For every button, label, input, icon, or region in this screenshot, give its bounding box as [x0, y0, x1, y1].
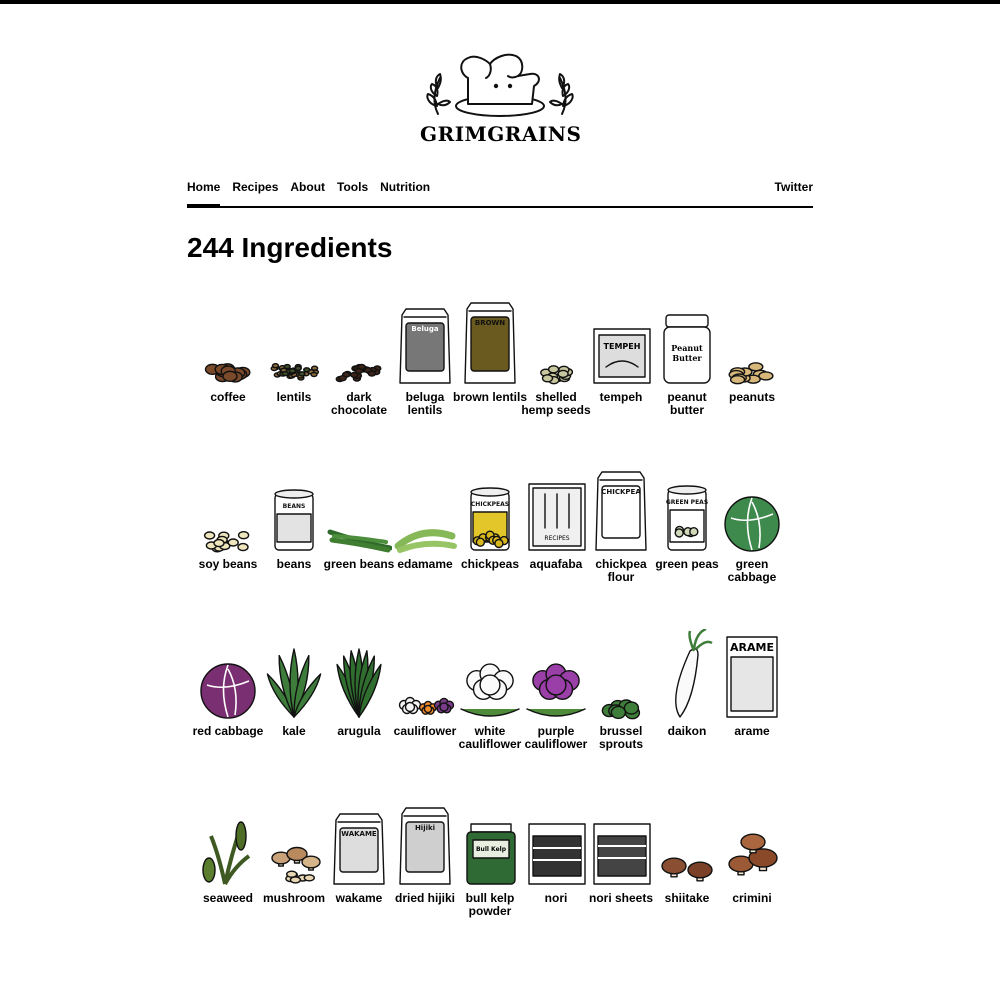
svg-text:BROWN: BROWN: [474, 319, 506, 327]
ingredient-label: green cabbage: [727, 557, 777, 584]
peanut-butter-jar-icon: [654, 295, 720, 387]
ingredient-item[interactable]: [261, 295, 327, 455]
ingredient-item[interactable]: [588, 629, 654, 789]
svg-text:CHICKPEAS: CHICKPEAS: [470, 501, 510, 508]
arugula-leaves-icon: [326, 629, 392, 721]
ingredient-label: white cauliflower: [458, 724, 522, 751]
svg-text:TEMPEH: TEMPEH: [603, 342, 641, 351]
ingredient-item[interactable]: [523, 629, 589, 789]
ingredient-item[interactable]: [261, 796, 327, 956]
brussel-sprouts-icon: [588, 629, 654, 721]
beluga-lentils-bag-icon: [392, 295, 458, 387]
svg-text:GREEN PEAS: GREEN PEAS: [665, 499, 709, 506]
ingredient-label: dried hijiki: [394, 891, 455, 905]
main-nav: [187, 176, 813, 208]
ingredient-item[interactable]: [457, 796, 523, 956]
seaweed-plant-icon: [195, 796, 261, 888]
ingredient-label: lentils: [276, 390, 312, 404]
hemp-seeds-icon: [523, 295, 589, 387]
ingredient-label: arugula: [337, 724, 381, 738]
ingredient-label: brussel sprouts: [598, 724, 643, 751]
brown-lentils-bag-icon: [457, 295, 523, 387]
ingredient-item[interactable]: [588, 295, 654, 455]
mushroom-cluster-icon: [261, 796, 327, 888]
svg-text:Butter: Butter: [672, 353, 702, 363]
arame-bag-icon: [719, 629, 785, 721]
ingredient-label: bull kelp powder: [465, 891, 515, 918]
daikon-radish-icon: [654, 629, 720, 721]
cauliflower-mix-icon: [392, 629, 458, 721]
ingredient-item[interactable]: [326, 629, 392, 789]
nori-package-icon: [523, 796, 589, 888]
shiitake-mushrooms-icon: [654, 796, 720, 888]
tempeh-package-icon: [588, 295, 654, 387]
nori-sheets-package-icon: [588, 796, 654, 888]
ingredient-item[interactable]: [588, 462, 654, 622]
ingredient-item[interactable]: [261, 462, 327, 622]
ingredient-label: soy beans: [198, 557, 258, 571]
ingredient-item[interactable]: [261, 629, 327, 789]
ingredient-label: beluga lentils: [405, 390, 445, 417]
svg-text:WAKAME: WAKAME: [341, 830, 377, 838]
nav-twitter[interactable]: Twitter: [774, 180, 813, 194]
beans-can-icon: [261, 462, 327, 554]
ingredient-item[interactable]: [457, 462, 523, 622]
ingredient-item[interactable]: [654, 295, 720, 455]
ingredient-label: nori: [544, 891, 568, 905]
ingredient-item[interactable]: [588, 796, 654, 956]
hijiki-bag-icon: [392, 796, 458, 888]
ingredient-item[interactable]: [392, 295, 458, 455]
ingredient-label: wakame: [335, 891, 383, 905]
svg-text:CHICKPEA: CHICKPEA: [601, 488, 641, 496]
ingredient-label: peanuts: [728, 390, 775, 404]
ingredients-grid: [192, 295, 795, 963]
ingredient-item[interactable]: [392, 629, 458, 789]
ingredient-item[interactable]: [392, 462, 458, 622]
ingredient-item[interactable]: [457, 629, 523, 789]
nav-tools[interactable]: Tools: [337, 180, 369, 194]
ingredient-label: purple cauliflower: [524, 724, 588, 751]
ingredient-item[interactable]: [323, 462, 395, 622]
chickpeas-can-icon: [457, 462, 523, 554]
nav-home[interactable]: Home: [187, 180, 220, 206]
ingredient-item[interactable]: [195, 462, 261, 622]
ingredient-item[interactable]: [654, 629, 720, 789]
nav-recipes[interactable]: Recipes: [232, 180, 279, 194]
ingredient-item[interactable]: [195, 295, 261, 455]
recipe-book-icon: [523, 462, 589, 554]
nav-about[interactable]: About: [290, 180, 326, 194]
green-beans-icon: [326, 462, 392, 554]
ingredient-row: [195, 796, 795, 963]
ingredient-label: aquafaba: [529, 557, 583, 571]
ingredient-label: chickpeas: [460, 557, 520, 571]
svg-text:Beluga: Beluga: [411, 325, 439, 333]
ingredient-item[interactable]: [719, 796, 785, 956]
ingredient-item[interactable]: [326, 796, 392, 956]
ingredient-label: chickpea flour: [595, 557, 647, 584]
wakame-bag-icon: [326, 796, 392, 888]
site-logo[interactable]: [420, 46, 580, 150]
ingredient-item[interactable]: [195, 796, 261, 956]
ingredient-label: edamame: [397, 557, 453, 571]
svg-text:ARAME: ARAME: [730, 641, 774, 654]
ingredient-label: kale: [282, 724, 306, 738]
ingredient-label: shiitake: [664, 891, 710, 905]
ingredient-label: seaweed: [202, 891, 254, 905]
ingredient-item[interactable]: [326, 295, 392, 455]
lentils-pile-icon: [261, 295, 327, 387]
ingredient-label: red cabbage: [192, 724, 264, 738]
ingredient-item[interactable]: [392, 796, 458, 956]
ingredient-item[interactable]: [719, 462, 785, 622]
peanuts-pile-icon: [719, 295, 785, 387]
edamame-pods-icon: [392, 462, 458, 554]
ingredient-label: dark chocolate: [330, 390, 387, 417]
ingredient-row: [192, 629, 795, 796]
ingredient-label: green peas: [655, 557, 719, 571]
svg-text:RECIPES: RECIPES: [544, 535, 570, 542]
purple-cauliflower-icon: [523, 629, 589, 721]
white-cauliflower-icon: [457, 629, 523, 721]
ingredient-label: green beans: [323, 557, 395, 571]
kelp-powder-jar-icon: [457, 796, 523, 888]
coffee-beans-icon: [195, 295, 261, 387]
svg-text:BEANS: BEANS: [282, 503, 306, 510]
red-cabbage-icon: [195, 629, 261, 721]
svg-text:Peanut: Peanut: [671, 343, 703, 353]
chocolate-pile-icon: [326, 295, 392, 387]
ingredient-item[interactable]: [523, 462, 589, 622]
ingredient-item[interactable]: [523, 295, 589, 455]
ingredient-item[interactable]: [719, 295, 785, 455]
ingredient-item[interactable]: [654, 462, 720, 622]
bread-logo-icon: [420, 46, 580, 126]
top-border: [0, 0, 1000, 4]
ingredient-label: shelled hemp seeds: [521, 390, 591, 417]
ingredient-item[interactable]: [523, 796, 589, 956]
ingredient-row: [195, 295, 795, 462]
ingredient-item[interactable]: [192, 629, 264, 789]
kale-leaves-icon: [261, 629, 327, 721]
ingredient-label: mushroom: [262, 891, 325, 905]
ingredient-label: arame: [734, 724, 770, 738]
soy-beans-icon: [195, 462, 261, 554]
ingredient-label: cauliflower: [393, 724, 457, 738]
green-peas-can-icon: [654, 462, 720, 554]
chickpea-flour-bag-icon: [588, 462, 654, 554]
ingredient-label: crimini: [732, 891, 772, 905]
page-title: 244 Ingredients: [187, 232, 393, 263]
nav-nutrition[interactable]: Nutrition: [380, 180, 431, 194]
ingredient-item[interactable]: [654, 796, 720, 956]
ingredient-row: [195, 462, 795, 629]
site-name: GRIMGRAINS: [420, 122, 582, 146]
crimini-mushrooms-icon: [719, 796, 785, 888]
ingredient-label: daikon: [667, 724, 707, 738]
ingredient-label: coffee: [210, 390, 246, 404]
ingredient-label: tempeh: [599, 390, 643, 404]
ingredient-label: nori sheets: [588, 891, 654, 905]
svg-text:Bull Kelp: Bull Kelp: [475, 846, 507, 853]
ingredient-label: peanut butter: [667, 390, 707, 417]
ingredient-label: beans: [276, 557, 312, 571]
green-cabbage-icon: [719, 462, 785, 554]
ingredient-item[interactable]: [453, 295, 528, 455]
ingredient-item[interactable]: [719, 629, 785, 789]
ingredient-label: brown lentils: [453, 390, 528, 404]
svg-text:Hijiki: Hijiki: [414, 824, 436, 832]
